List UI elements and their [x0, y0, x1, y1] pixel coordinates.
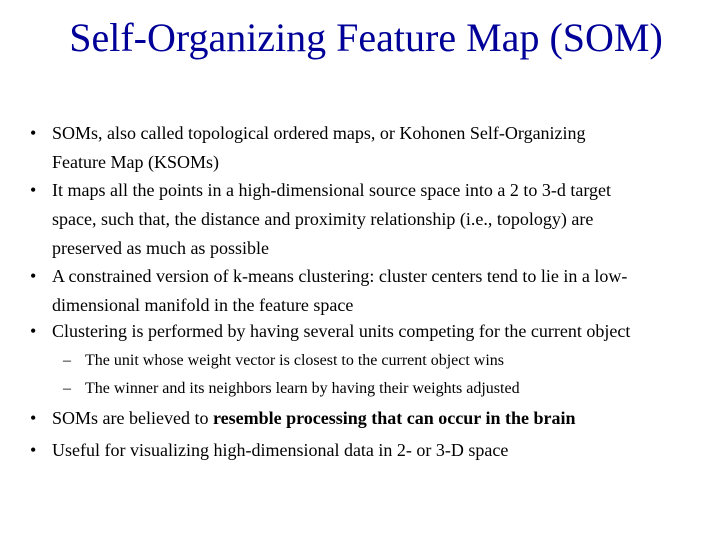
- sub-bullet-text: The unit whose weight vector is closest to the current object wins: [85, 352, 505, 369]
- bullet-marker: •: [30, 440, 37, 460]
- sub-bullet-marker: –: [63, 380, 71, 397]
- bullet-marker: •: [30, 408, 37, 428]
- slide-title: Self-Organizing Feature Map (SOM): [69, 15, 663, 60]
- bullet-marker: •: [30, 123, 37, 143]
- bullet-text: [52, 262, 705, 320]
- sub-bullet-marker: –: [63, 352, 71, 369]
- bullet-item: [30, 404, 705, 433]
- sub-bullet-text: The winner and its neighbors learn by having their weights adjusted: [85, 380, 520, 397]
- bullet-emphasis: resemble processing that can occur in the brain: [212, 408, 576, 428]
- bullet-text: [52, 317, 705, 346]
- bullet-item: [30, 176, 705, 263]
- sub-bullet-item: [63, 375, 703, 403]
- bullet-item: [30, 317, 705, 346]
- bullet-item: [30, 436, 705, 465]
- bullet-line: SOMs, also called topological ordered maps, or Kohonen Self-Organizing: [52, 123, 586, 143]
- bullet-line: A constrained version of k-means clustering: cluster centers tend to lie in a low-: [52, 266, 628, 286]
- bullet-line: Clustering is performed by having several units competing for the current object: [52, 321, 631, 341]
- bullet-line: Feature Map (KSOMs): [52, 152, 219, 172]
- bullet-item: [30, 262, 705, 320]
- bullet-text: [52, 119, 705, 177]
- bullet-line: dimensional manifold in the feature space: [52, 295, 354, 315]
- bullet-text: [52, 176, 705, 263]
- bullet-line-prefix: SOMs are believed to: [52, 408, 213, 428]
- bullet-marker: •: [30, 266, 37, 286]
- bullet-line: It maps all the points in a high-dimensional source space into a 2 to 3-d target: [52, 180, 612, 200]
- bullet-line: preserved as much as possible: [52, 238, 269, 258]
- bullet-item: [30, 119, 705, 177]
- bullet-line: space, such that, the distance and proximity relationship (i.e., topology) are: [52, 209, 594, 229]
- bullet-text: Useful for visualizing high-dimensional data in 2- or 3-D space: [52, 440, 509, 460]
- sub-bullet-item: [63, 347, 703, 375]
- bullet-marker: •: [30, 180, 37, 200]
- bullet-marker: •: [30, 321, 37, 341]
- bullet-text: [52, 404, 705, 433]
